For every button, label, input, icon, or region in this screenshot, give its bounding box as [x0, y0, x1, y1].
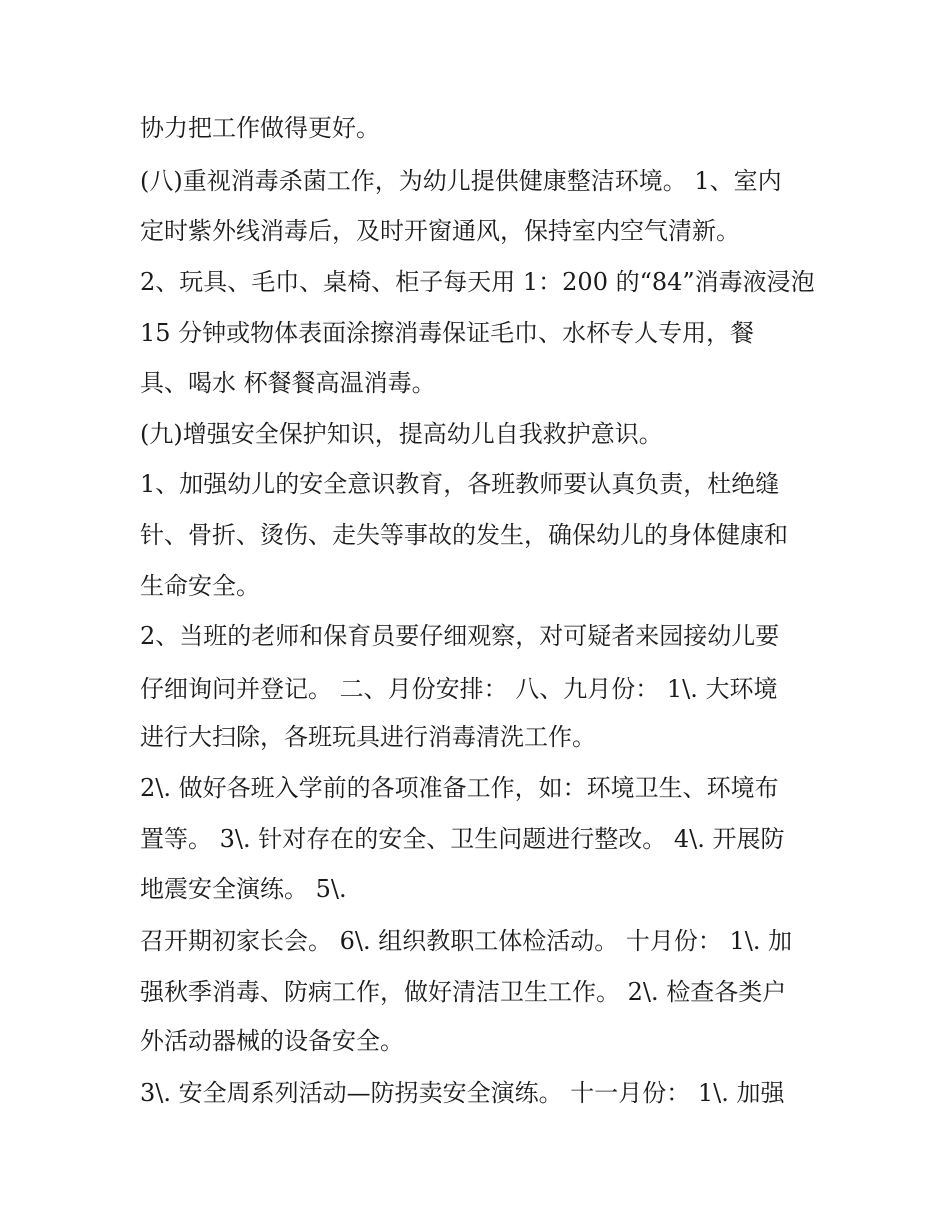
text-line: 2、玩具、毛巾、桌椅、柜子每天用 1：200 的“84”消毒液浸泡	[140, 268, 815, 296]
text-line: 进行大扫除，各班玩具进行消毒清洗工作。	[140, 723, 596, 751]
text-line: 1、加强幼儿的安全意识教育，各班教师要认真负责，杜绝缝	[140, 470, 780, 498]
text-line: (九)增强安全保护知识，提高幼儿自我救护意识。	[140, 420, 663, 448]
text-line: 强秋季消毒、防病工作，做好清洁卫生工作。 2\. 检查各类户	[140, 978, 787, 1006]
text-line: 召开期初家长会。 6\. 组织教职工体检活动。 十月份： 1\. 加	[140, 927, 793, 955]
text-line: 2\. 做好各班入学前的各项准备工作，如：环境卫生、环境布	[140, 774, 779, 802]
text-line: 生命安全。	[140, 572, 260, 600]
text-line: 地震安全演练。 5\.	[140, 875, 347, 903]
text-line: (八)重视消毒杀菌工作，为幼儿提供健康整洁环境。 1、室内	[140, 167, 782, 195]
text-line: 外活动器械的设备安全。	[140, 1027, 404, 1055]
text-line: 定时紫外线消毒后，及时开窗通风，保持室内空气清新。	[140, 217, 740, 245]
text-line: 置等。 3\. 针对存在的安全、卫生问题进行整改。 4\. 开展防	[140, 825, 785, 853]
text-line: 15 分钟或物体表面涂擦消毒保证毛巾、水杯专人专用，餐	[140, 319, 755, 347]
text-line: 2、当班的老师和保育员要仔细观察，对可疑者来园接幼儿要	[140, 622, 780, 650]
text-line: 3\. 安全周系列活动—防拐卖安全演练。 十一月份： 1\. 加强	[140, 1079, 785, 1107]
text-line: 仔细询问并登记。 二、月份安排： 八、九月份： 1\. 大环境	[140, 675, 778, 703]
text-line: 具、喝水 杯餐餐高温消毒。	[140, 369, 436, 397]
text-line: 针、骨折、烫伤、走失等事故的发生，确保幼儿的身体健康和	[140, 521, 788, 549]
text-line: 协力把工作做得更好。	[140, 114, 380, 142]
